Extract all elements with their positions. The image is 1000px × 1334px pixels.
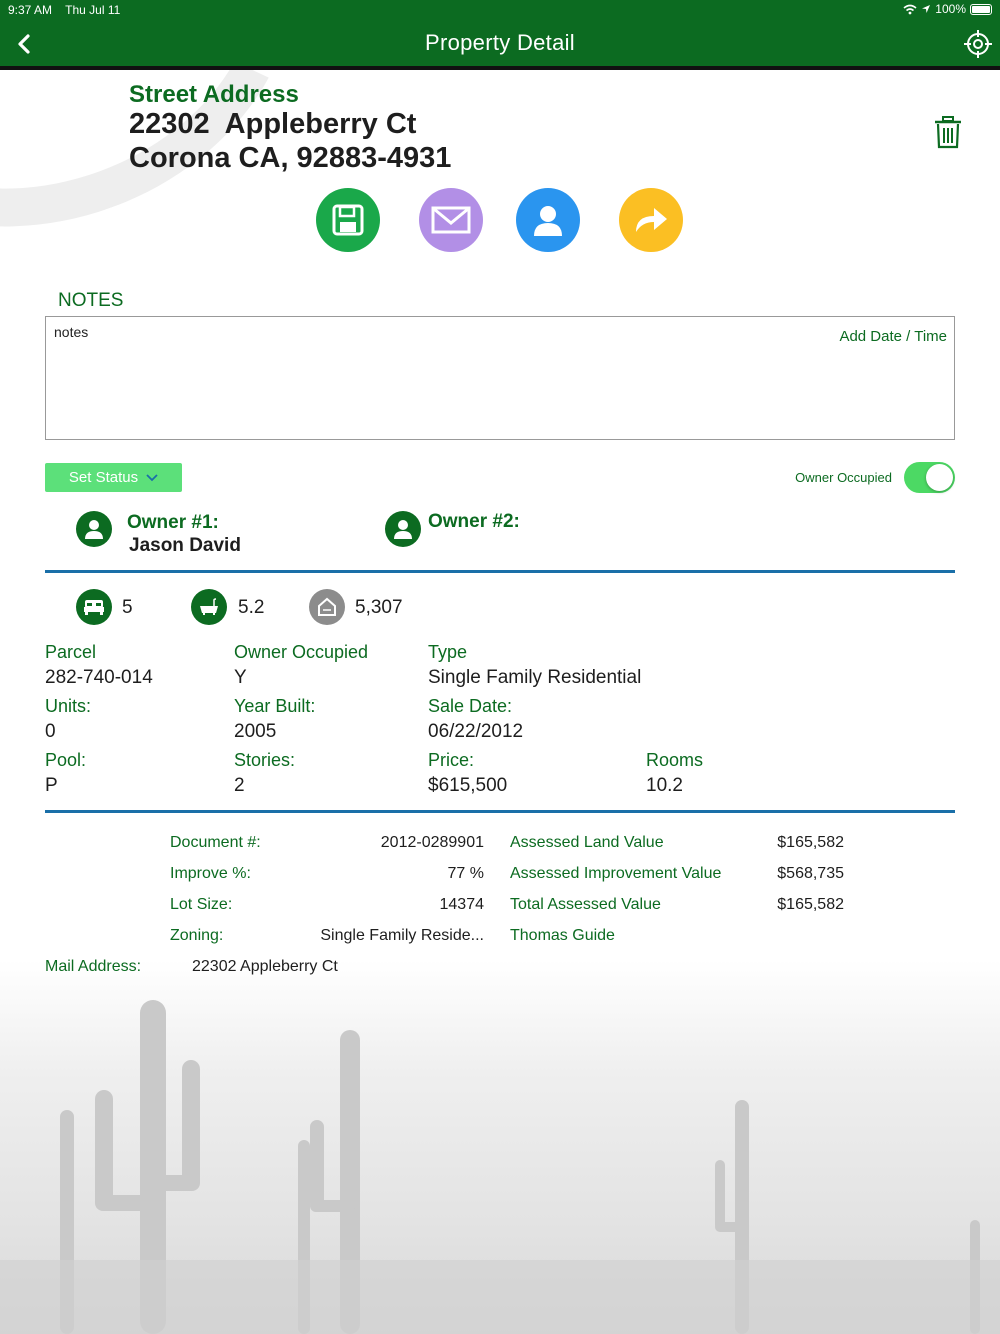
units-value: 0 [45, 721, 56, 742]
zoning-value: Single Family Reside... [320, 927, 484, 944]
floppy-disk-icon [331, 203, 365, 237]
page-title: Property Detail [424, 30, 575, 55]
envelope-icon [431, 205, 471, 235]
locate-button[interactable] [962, 28, 994, 60]
contact-button[interactable] [516, 188, 580, 252]
add-date-time-button[interactable]: Add Date / Time [839, 328, 947, 345]
address-line-1: 22302 Appleberry Ct [129, 108, 417, 140]
section-divider-2 [45, 810, 955, 813]
total-assessed-value: $165,582 [777, 896, 844, 913]
set-status-label: Set Status [68, 469, 139, 486]
time-text: 9:37 AM [8, 3, 53, 17]
owner-occupied-label: Owner Occupied [234, 642, 369, 662]
year-built-label: Year Built: [234, 696, 316, 716]
address-line-2: Corona CA, 92883-4931 [129, 142, 452, 174]
crosshair-icon [962, 28, 994, 60]
battery-percent: 100% [935, 2, 966, 16]
notes-textarea[interactable] [45, 316, 955, 440]
price-label: Price: [428, 750, 475, 770]
rooms-value: 10.2 [646, 775, 683, 796]
notes-text: notes [54, 324, 89, 340]
status-bar-indicators [903, 2, 992, 16]
type-value: Single Family Residential [428, 667, 642, 688]
owner-1-label: Owner #1: [127, 512, 219, 533]
background-desert-image [0, 960, 1000, 1334]
lot-size-label: Lot Size: [170, 896, 233, 913]
year-built-value: 2005 [234, 721, 277, 742]
parcel-label: Parcel [45, 642, 97, 662]
improve-percent-label: Improve %: [170, 865, 251, 882]
notes-label: NOTES [58, 290, 124, 311]
save-button[interactable] [316, 188, 380, 252]
assessed-land-value-label: Assessed Land Value [510, 834, 664, 851]
wifi-icon [903, 4, 917, 15]
lot-size-value: 14374 [439, 896, 484, 913]
owner-2-person-icon [385, 511, 421, 547]
owner-1-name: Jason David [129, 535, 241, 556]
share-button[interactable] [619, 188, 683, 252]
units-label: Units: [45, 696, 92, 716]
nav-bottom-rule [0, 66, 1000, 70]
type-label: Type [428, 642, 468, 662]
stories-value: 2 [234, 775, 245, 796]
sale-date-label: Sale Date: [428, 696, 513, 716]
mail-address-label: Mail Address: [45, 958, 142, 975]
assessed-improvement-value: $568,735 [777, 865, 844, 882]
price-value: $615,500 [428, 775, 508, 796]
bed-icon [76, 589, 112, 625]
cactus-silhouettes [0, 960, 1000, 1334]
battery-icon [970, 4, 992, 15]
share-arrow-icon [633, 205, 669, 235]
document-number-value: 2012-0289901 [380, 834, 484, 851]
set-status-dropdown[interactable] [45, 463, 182, 492]
square-feet-value: 5,307 [355, 597, 403, 618]
chevron-down-icon [146, 474, 158, 482]
zoning-label: Zoning: [170, 927, 224, 944]
owner-1-person-icon [76, 511, 112, 547]
rooms-label: Rooms [646, 750, 704, 770]
street-address-label: Street Address [129, 81, 299, 108]
location-arrow-icon [921, 4, 931, 14]
improve-percent-value: 77 % [447, 865, 484, 882]
bedrooms-count: 5 [122, 597, 133, 618]
delete-button[interactable] [930, 114, 966, 150]
pool-label: Pool: [45, 750, 87, 770]
toggle-knob [926, 464, 953, 491]
document-number-label: Document #: [170, 834, 261, 851]
status-bar-time [8, 3, 120, 17]
parcel-value: 282-740-014 [45, 667, 153, 688]
section-divider-1 [45, 570, 955, 573]
owner-2-label: Owner #2: [428, 511, 520, 532]
assessed-improvement-value-label: Assessed Improvement Value [510, 865, 722, 882]
bathrooms-count: 5.2 [238, 597, 265, 618]
sale-date-value: 06/22/2012 [428, 721, 524, 742]
assessed-land-value: $165,582 [777, 834, 844, 851]
thomas-guide-label: Thomas Guide [510, 927, 615, 944]
date-text: Thu Jul 11 [65, 3, 121, 17]
owner-occupied-toggle[interactable] [904, 462, 955, 493]
bathtub-icon [191, 589, 227, 625]
house-area-icon [309, 589, 345, 625]
mail-address-value: 22302 Appleberry Ct [192, 958, 338, 975]
total-assessed-value-label: Total Assessed Value [510, 896, 661, 913]
owner-occupied-value: Y [234, 667, 247, 688]
person-icon [531, 203, 565, 237]
trash-icon [930, 114, 966, 150]
email-button[interactable] [419, 188, 483, 252]
stories-label: Stories: [234, 750, 296, 770]
owner-occupied-toggle-label: Owner Occupied [795, 470, 892, 485]
pool-value: P [45, 775, 58, 796]
